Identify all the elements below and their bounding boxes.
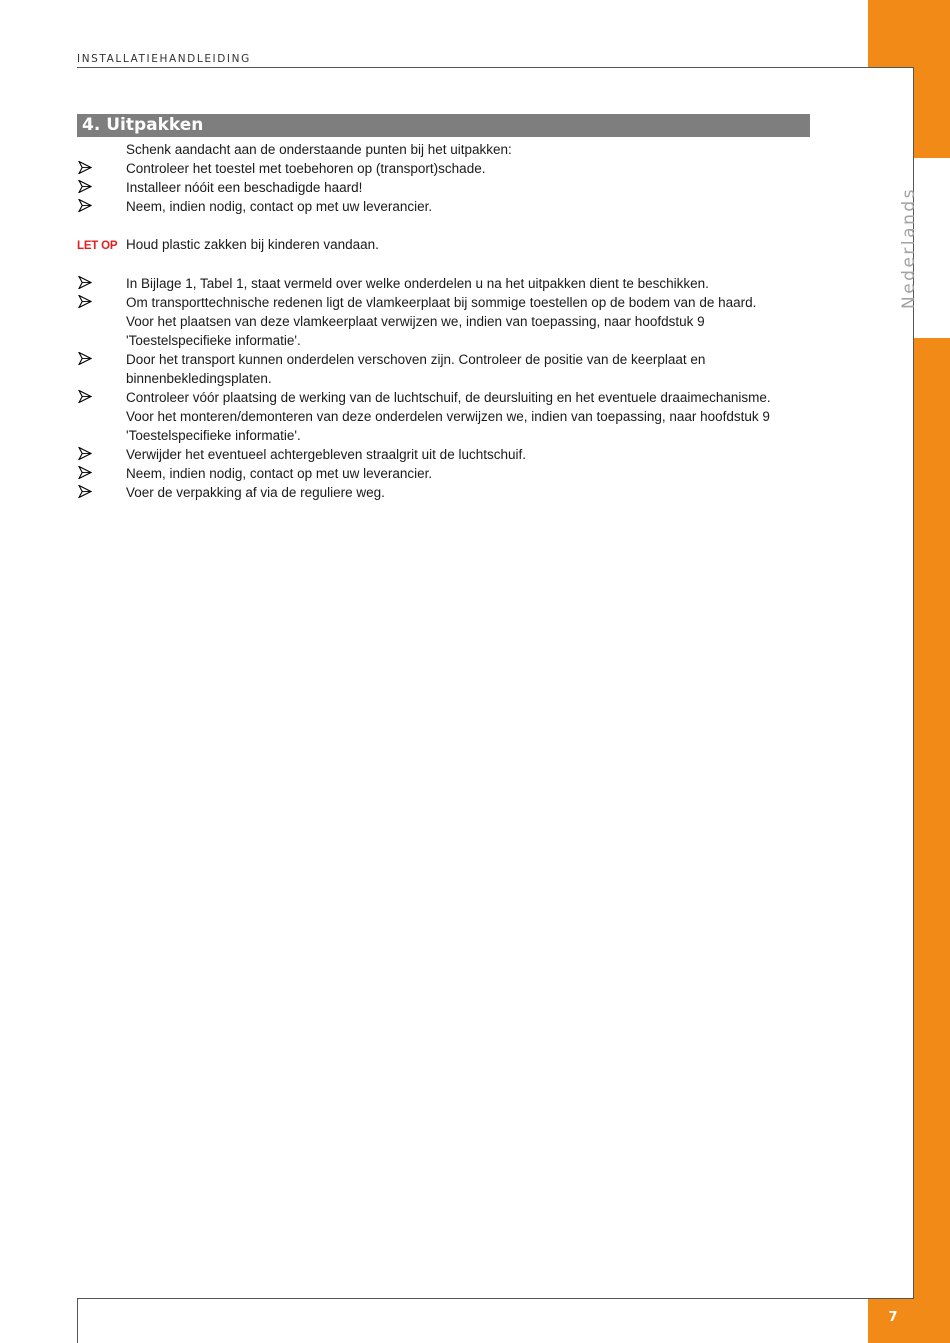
list-item-line: Controleer vóór plaatsing de werking van de luchtschuif, de deursluiting en het eventuele draaimechanisme. <box>126 390 771 405</box>
arrowhead-bullet-icon <box>78 295 92 308</box>
list-item-line: Voor het monteren/demonteren van deze onderdelen verwijzen we, indien van toepassing, naar hoofdstuk 9 <box>126 409 770 424</box>
orange-tab-top <box>868 0 950 68</box>
list-item-line: Neem, indien nodig, contact op met uw leverancier. <box>126 466 433 481</box>
warning-label: LET OP <box>77 240 118 252</box>
frame-line-top <box>77 67 914 68</box>
arrowhead-bullet-icon <box>78 485 92 498</box>
list-item-line: Voor het plaatsen van deze vlamkeerplaat verwijzen we, indien van toepassing, naar hoofdstuk 9 <box>126 314 705 329</box>
list-item: Installeer nóóit een beschadigde haard! <box>126 180 363 195</box>
list-item: Controleer het toestel met toebehoren op (transport)schade. <box>126 161 486 176</box>
list-item-line: 'Toestelspecifieke informatie'. <box>126 333 301 348</box>
language-side-label: Nederlands <box>899 187 919 309</box>
orange-tab-lower <box>914 338 950 1298</box>
arrowhead-bullet-icon <box>78 180 92 193</box>
list-item-line: 'Toestelspecifieke informatie'. <box>126 428 301 443</box>
list-item-line: Om transporttechnische redenen ligt de vlamkeerplaat bij sommige toestellen op de bodem van de haard. <box>126 295 757 310</box>
orange-tab-upper <box>914 68 950 158</box>
section-heading: 4. Uitpakken <box>77 114 810 137</box>
list-item: Neem, indien nodig, contact op met uw leverancier. <box>126 199 433 214</box>
list-item-line: Voer de verpakking af via de reguliere weg. <box>126 485 385 500</box>
warning-text: Houd plastic zakken bij kinderen vandaan. <box>126 237 379 252</box>
arrowhead-bullet-icon <box>78 390 92 403</box>
list-item-line: Verwijder het eventueel achtergebleven straalgrit uit de luchtschuif. <box>126 447 526 462</box>
arrowhead-bullet-icon <box>78 276 92 289</box>
list-item-line: Door het transport kunnen onderdelen verschoven zijn. Controleer de positie van de keerplaat en <box>126 352 706 367</box>
arrowhead-bullet-icon <box>78 199 92 212</box>
arrowhead-bullet-icon <box>78 352 92 365</box>
intro-text: Schenk aandacht aan de onderstaande punten bij het uitpakken: <box>126 142 512 157</box>
list-item-line: binnenbekledingsplaten. <box>126 371 272 386</box>
frame-line-bottom <box>77 1298 914 1299</box>
list-item-line: In Bijlage 1, Tabel 1, staat vermeld over welke onderdelen u na het uitpakken dient te beschikken. <box>126 276 709 291</box>
arrowhead-bullet-icon <box>78 161 92 174</box>
page-number: 7 <box>888 1310 898 1325</box>
frame-line-left-bottom <box>77 1298 78 1343</box>
document-header-label: INSTALLATIEHANDLEIDING <box>77 53 251 65</box>
arrowhead-bullet-icon <box>78 466 92 479</box>
arrowhead-bullet-icon <box>78 447 92 460</box>
